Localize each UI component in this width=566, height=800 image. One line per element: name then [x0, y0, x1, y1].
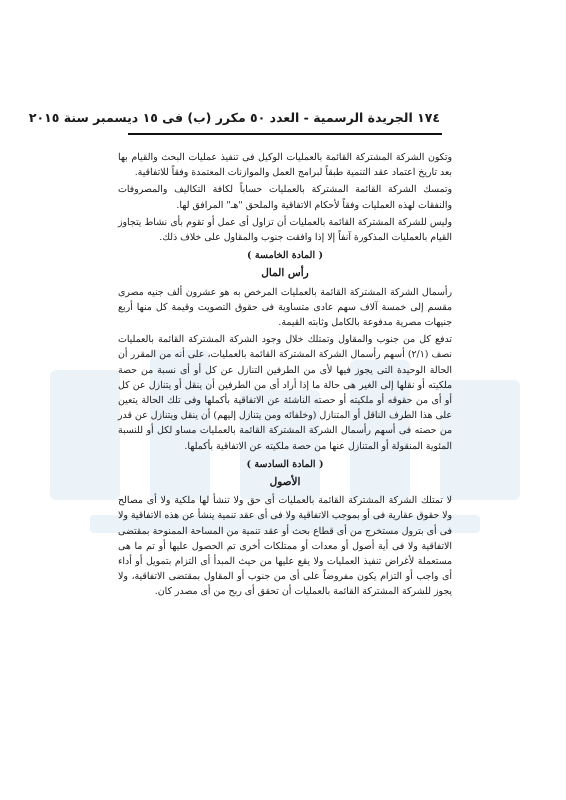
intro-paragraph-1: وتكون الشركة المشتركة القائمة بالعمليات الوكيل فى تنفيذ عمليات البحث والقيام بها بعد تاريخ اعتماد عقد التنمية طبقاً لبرامج العمل والموازنات المعتمدة وفقاً للاتفاقية. — [118, 152, 452, 179]
article-5-subtitle: رأس المال — [261, 267, 309, 280]
header-divider — [128, 133, 442, 135]
page-header: ١٧٤ الجريدة الرسمية - العدد ٥٠ مكرر (ب) فى ١٥ ديسمبر سنة ٢٠١٥ — [28, 110, 440, 125]
article-6-title: ( المادة السادسة ) — [246, 458, 324, 470]
document-body — [118, 150, 452, 650]
article-6-paragraph-1: لا تمتلك الشركة المشتركة القائمة بالعمليات أى حق ولا تنشأ لها ملكية ولا أى مصالح ولا حقوق عقارية فى أو بموجب الاتفاقية ولا فى أى عقد تنمية ينشأ عن هذه الاتفاقية ولا فى أى بترول مستخرج من أى قطاع بحث أو عقد تنمية من المساحة الممنوحة بمقتضى الاتفاقية ولا فى أية أصول أو معدات أو ممتلكات أخرى تم الحصول عليها أو تم ما هى مستعملة لأغراض تنفيذ العمليات ولا يقع عليها من حيث المبدأ أى التزام بتمويل أو أداء أى واجب أو التزام يكون مفروضاً على أى من جنوب أو المقاول بمقتضى الاتفاقية، ولا يجوز للشركة المشتركة القائمة بالعمليات أن تحقق أى ربح من أى مصدر كان. — [118, 495, 452, 598]
intro-paragraph-3: وليس للشركة المشتركة القائمة بالعمليات أن تزاول أى عمل أو تقوم بأى نشاط يتجاوز القيام بالعمليات المذكورة آنفاً إلا إذا وافقت جنوب والمقاول على خلاف ذلك. — [118, 216, 452, 244]
article-5-title: ( المادة الخامسة ) — [246, 250, 323, 262]
article-5-paragraph-2: تدفع كل من جنوب والمقاول وتمتلك خلال وجود الشركة المشتركة القائمة بالعمليات نصف (٢/١) أسهم رأسمال الشركة المشتركة القائمة بالعمليات، على أنه من المقرر أن الحالة الوحيدة التى يجوز فيها لأى من الطرفين التنازل عن كل أو أى نسبة من حصة ملكيته أو نقلها إلى الغير هى حالة ما إذا أراد أى من الطرفين أن ينقل أو يتنازل عن كل أو أى من حقوقه أو ملكيته أو حصته الناشئة عن الاتفاقية بأكملها وفى تلك الحالة يتعين على هذا الطرف الناقل أو المتنازل (وخلفائه ومن يتنازل إليهم) أن ينقل ويتنازل عن قدر من حصته فى أسهم رأسمال الشركة المشتركة القائمة بالعمليات مساو لكل أو للنسبة المئوية المنقولة أو المتنازل عنها من حصة ملكيته عن الاتفاقية بأكملها. — [118, 334, 452, 452]
intro-paragraph-2: وتمسك الشركة القائمة المشتركة بالعمليات حساباً لكافة التكاليف والمصروفات والنفقات لهذه العمليات وفقاً لأحكام الاتفاقية والملحق "هـ" المرافق لها. — [118, 184, 452, 211]
article-5-paragraph-1: رأسمال الشركة المشتركة القائمة بالعمليات المرخص به هو عشرون ألف جنيه مصرى مقسم إلى خمسة آلاف سهم عادى متساوية فى حقوق التصويت وقيمة كل منها أربع جنيهات مصرية مدفوعة بالكامل وثابته القيمة. — [118, 286, 452, 329]
article-6-subtitle: الأصول — [269, 476, 301, 489]
